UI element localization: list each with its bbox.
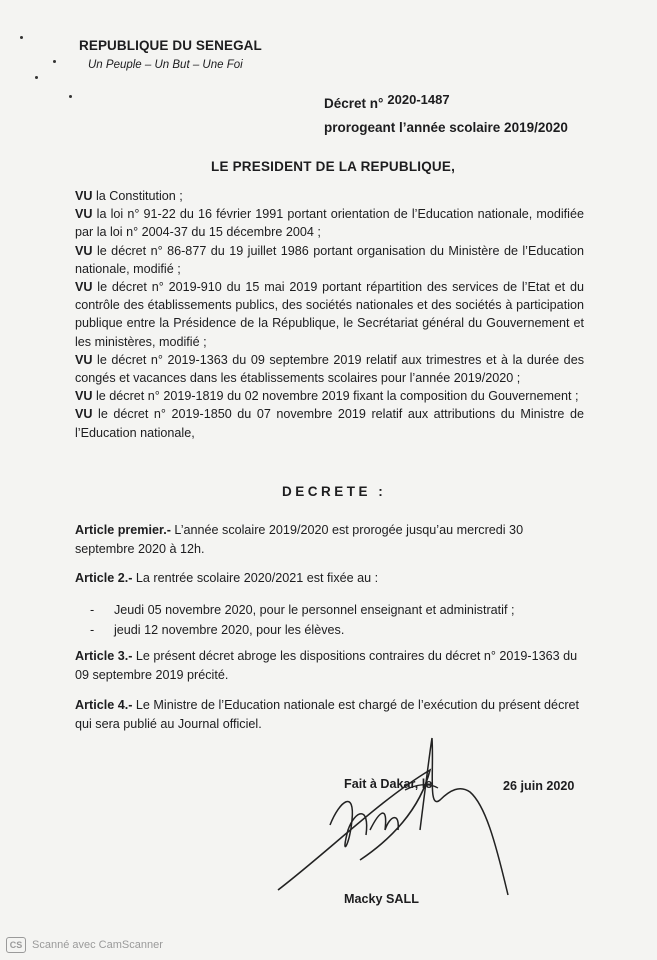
article-label: Article 4.-: [75, 698, 133, 712]
national-motto: Un Peuple – Un But – Une Foi: [88, 59, 243, 71]
article-label: Article 3.-: [75, 649, 133, 663]
list-item: - jeudi 12 novembre 2020, pour les élèves.: [90, 621, 514, 641]
scanner-watermark: [6, 937, 163, 953]
decrete-heading: DECRETE :: [282, 484, 387, 499]
scan-speck: [35, 76, 38, 79]
signature-date: 26 juin 2020: [503, 779, 575, 793]
country-header: REPUBLIQUE DU SENEGAL: [79, 38, 262, 53]
watermark-text: Scanné avec CamScanner: [32, 939, 163, 951]
visa-item: VU le décret n° 86-877 du 19 juillet 1986 portant organisation du Ministère de l’Education nationale, modifié ;: [75, 243, 584, 276]
visa-item: VU la Constitution ;: [75, 189, 183, 203]
decree-label: Décret n°: [324, 96, 384, 111]
signatory-name: Macky SALL: [344, 892, 419, 906]
visa-item: VU le décret n° 2019-1819 du 02 novembre 2019 fixant la composition du Gouvernement ;: [75, 389, 579, 404]
scan-speck: [53, 60, 56, 63]
scan-speck: [69, 95, 72, 98]
article-label: Article premier.-: [75, 523, 171, 537]
visa-item: VU le décret n° 2019-1850 du 07 novembre 2019 relatif aux attributions du Ministre de l’Education nationale,: [75, 407, 584, 440]
visa-item: VU la loi n° 91-22 du 16 février 1991 portant orientation de l’Education nationale, modifiée par la loi n° 2004-37 du 15 décembre 2004 ;: [75, 207, 584, 240]
decree-subject: prorogeant l’année scolaire 2019/2020: [324, 120, 568, 135]
decree-heading: [324, 92, 568, 140]
preamble-title: LE PRESIDENT DE LA REPUBLIQUE,: [211, 159, 456, 174]
article-1: [75, 521, 580, 558]
article-3: [75, 647, 580, 684]
place-line: Fait à Dakar, le: [344, 777, 433, 791]
article-text: Le Ministre de l’Education nationale est chargé de l’exécution du présent décret qui sera publié au Journal officiel.: [75, 698, 580, 731]
visa-item: VU le décret n° 2019-1363 du 09 septembre 2019 relatif aux trimestres et à la durée des congés et vacances dans les établissements scolaires pour l’année 2019/2020 ;: [75, 352, 584, 386]
article-text: Le présent décret abroge les dispositions contraires du décret n° 2019-1363 du 09 septembre 2019 précité.: [75, 649, 578, 682]
handwritten-signature: [270, 730, 540, 900]
article-text: L’année scolaire 2019/2020 est prorogée jusqu’au mercredi 30 septembre 2020 à 12h.: [75, 523, 524, 556]
visas-list: [75, 187, 584, 442]
article-4: [75, 696, 580, 733]
list-item: - Jeudi 05 novembre 2020, pour le personnel enseignant et administratif ;: [90, 601, 514, 621]
scan-speck: [20, 36, 23, 39]
camscanner-logo-icon: CS: [6, 937, 26, 953]
article-2: [75, 569, 580, 588]
visa-item: VU le décret n° 2019-910 du 15 mai 2019 portant répartition des services de l’Etat et du contrôle des établissements publics, des sociétés nationales et des sociétés à participation publique entre la Présidence de la République, le Secrétariat général du Gouvernement et les ministères, modifié ;: [75, 280, 584, 349]
decree-number: 2020-1487: [387, 92, 450, 107]
article-label: Article 2.-: [75, 571, 133, 585]
article-text: La rentrée scolaire 2020/2021 est fixée au :: [132, 571, 379, 585]
rentree-dates-list: [90, 601, 514, 640]
